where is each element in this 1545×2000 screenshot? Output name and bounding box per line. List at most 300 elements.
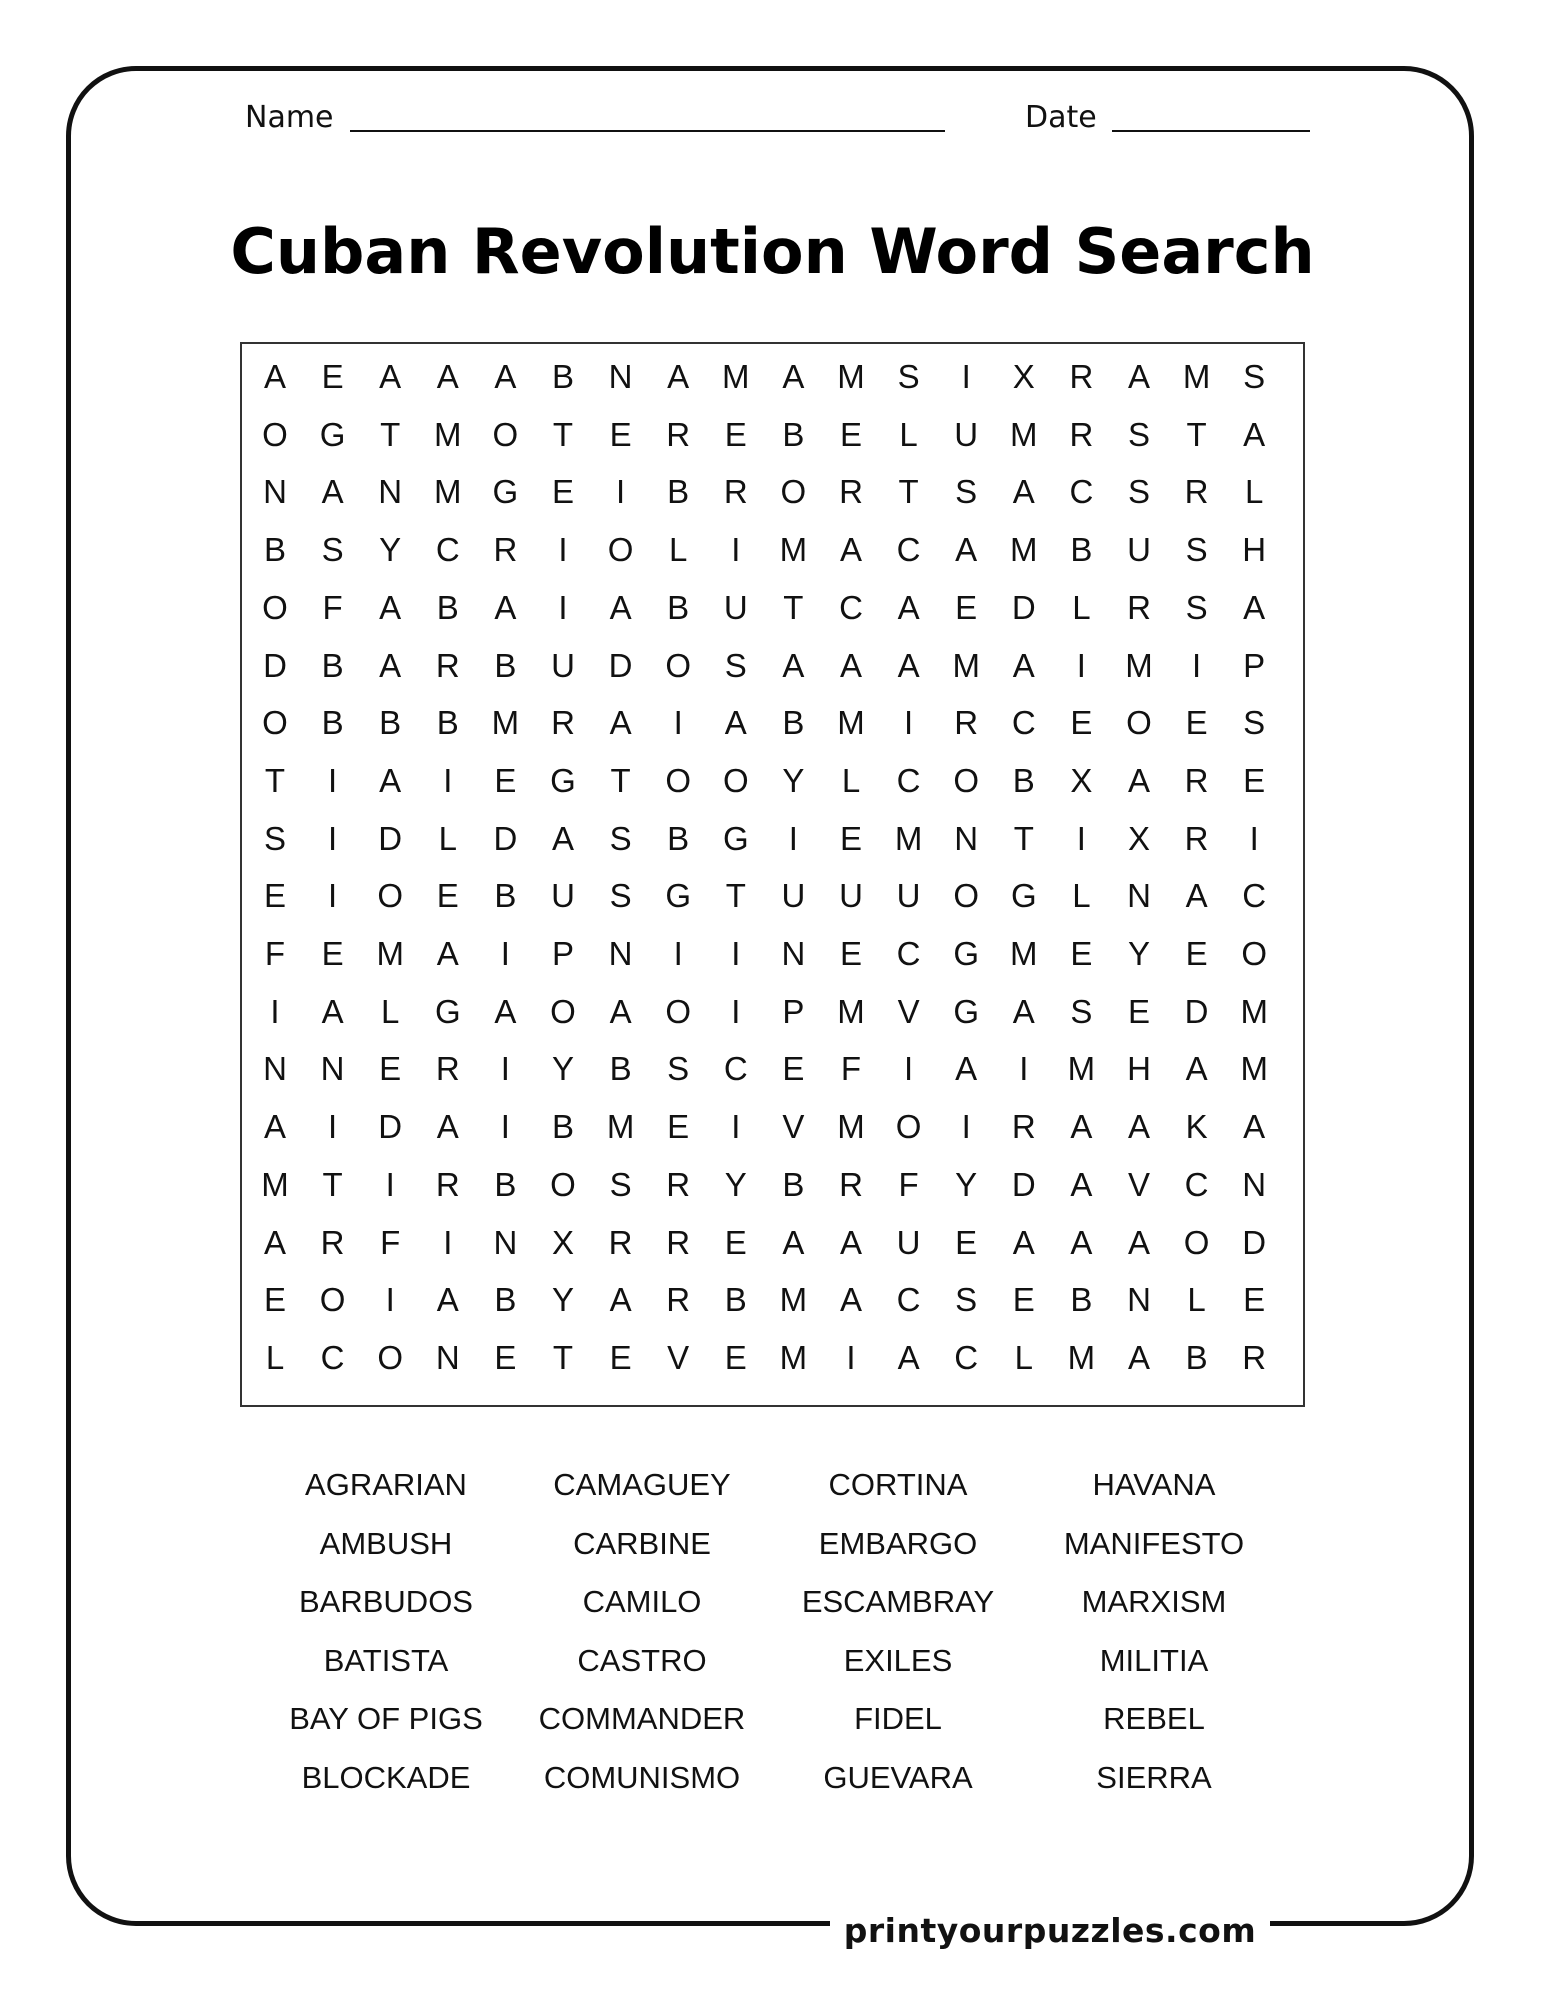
grid-letter[interactable]: B bbox=[667, 473, 690, 511]
grid-letter[interactable]: F bbox=[898, 1165, 919, 1203]
grid-letter[interactable]: M bbox=[1240, 992, 1268, 1030]
grid-letter[interactable]: N bbox=[608, 358, 633, 395]
grid-letter[interactable]: B bbox=[609, 1050, 632, 1088]
grid-letter[interactable]: B bbox=[321, 704, 344, 742]
grid-letter[interactable]: I bbox=[558, 531, 568, 569]
grid-letter[interactable]: A bbox=[263, 1108, 286, 1146]
grid-letter[interactable]: R bbox=[493, 531, 518, 569]
grid-letter[interactable]: O bbox=[665, 761, 692, 799]
grid-letter[interactable]: F bbox=[322, 588, 343, 626]
grid-letter[interactable]: G bbox=[722, 819, 749, 857]
grid-letter[interactable]: I bbox=[385, 1165, 395, 1203]
grid-letter[interactable]: C bbox=[723, 1050, 748, 1088]
grid-letter[interactable]: A bbox=[782, 646, 805, 684]
grid-letter[interactable]: I bbox=[1249, 819, 1259, 857]
grid-letter[interactable]: I bbox=[328, 819, 338, 857]
grid-letter[interactable]: A bbox=[1070, 1223, 1093, 1261]
grid-letter[interactable]: C bbox=[954, 1338, 979, 1376]
grid-letter[interactable]: O bbox=[492, 415, 519, 453]
grid-letter[interactable]: R bbox=[1242, 1338, 1267, 1376]
grid-letter[interactable]: A bbox=[1012, 473, 1035, 511]
grid-letter[interactable]: R bbox=[551, 704, 575, 742]
grid-letter[interactable]: A bbox=[551, 819, 574, 857]
grid-letter[interactable]: M bbox=[376, 935, 404, 972]
grid-letter[interactable]: S bbox=[609, 819, 632, 857]
grid-letter[interactable]: O bbox=[1126, 704, 1152, 742]
grid-letter[interactable]: S bbox=[609, 877, 632, 915]
grid-letter[interactable]: A bbox=[897, 588, 920, 626]
grid-letter[interactable]: N bbox=[263, 473, 287, 511]
grid-letter[interactable]: C bbox=[896, 531, 921, 569]
grid-letter[interactable]: I bbox=[961, 358, 971, 395]
grid-letter[interactable]: P bbox=[782, 992, 805, 1030]
grid-letter[interactable]: D bbox=[378, 819, 403, 857]
grid-letter[interactable]: G bbox=[953, 992, 980, 1030]
grid-letter[interactable]: A bbox=[1243, 415, 1266, 453]
grid-letter[interactable]: E bbox=[955, 588, 978, 626]
grid-letter[interactable]: A bbox=[609, 588, 632, 626]
grid-letter[interactable]: F bbox=[380, 1223, 401, 1261]
grid-letter[interactable]: E bbox=[263, 877, 286, 915]
grid-letter[interactable]: U bbox=[954, 415, 979, 453]
grid-letter[interactable]: X bbox=[1012, 358, 1035, 395]
grid-letter[interactable]: A bbox=[1243, 588, 1266, 626]
grid-letter[interactable]: A bbox=[494, 588, 517, 626]
grid-letter[interactable]: I bbox=[558, 588, 568, 626]
grid-letter[interactable]: O bbox=[262, 588, 288, 626]
grid-letter[interactable]: M bbox=[779, 1338, 808, 1376]
grid-letter[interactable]: E bbox=[955, 1223, 978, 1261]
grid-letter[interactable]: I bbox=[443, 1223, 453, 1261]
grid-letter[interactable]: E bbox=[724, 1223, 747, 1261]
grid-letter[interactable]: D bbox=[1011, 1165, 1036, 1203]
grid-letter[interactable]: I bbox=[1076, 646, 1086, 684]
grid-letter[interactable]: A bbox=[1012, 646, 1035, 684]
grid-letter[interactable]: B bbox=[667, 819, 690, 857]
grid-letter[interactable]: A bbox=[667, 358, 690, 395]
grid-letter[interactable]: G bbox=[434, 992, 461, 1030]
grid-letter[interactable]: M bbox=[1010, 935, 1038, 972]
grid-letter[interactable]: M bbox=[606, 1108, 635, 1146]
grid-letter[interactable]: E bbox=[1243, 761, 1266, 799]
grid-letter[interactable]: B bbox=[321, 646, 344, 684]
grid-letter[interactable]: R bbox=[608, 1223, 633, 1261]
grid-letter[interactable]: C bbox=[896, 935, 921, 972]
grid-letter[interactable]: T bbox=[898, 473, 919, 511]
grid-letter[interactable]: N bbox=[435, 1338, 460, 1376]
grid-letter[interactable]: M bbox=[779, 1281, 808, 1319]
grid-letter[interactable]: A bbox=[1012, 1223, 1035, 1261]
grid-letter[interactable]: U bbox=[551, 877, 575, 915]
grid-letter[interactable]: O bbox=[953, 877, 980, 915]
grid-letter[interactable]: I bbox=[731, 531, 741, 569]
grid-letter[interactable]: R bbox=[1184, 473, 1209, 511]
grid-letter[interactable]: T bbox=[380, 415, 401, 453]
grid-letter[interactable]: Y bbox=[551, 1050, 574, 1088]
grid-letter[interactable]: E bbox=[1012, 1281, 1035, 1319]
grid-letter[interactable]: A bbox=[839, 1281, 862, 1319]
grid-letter[interactable]: S bbox=[321, 531, 344, 569]
grid-letter[interactable]: A bbox=[263, 358, 286, 395]
grid-letter[interactable]: G bbox=[550, 761, 576, 799]
grid-letter[interactable]: B bbox=[551, 358, 574, 395]
grid-letter[interactable]: A bbox=[1127, 358, 1150, 395]
grid-letter[interactable]: R bbox=[666, 1165, 691, 1203]
grid-letter[interactable]: S bbox=[667, 1050, 690, 1088]
grid-letter[interactable]: N bbox=[378, 473, 403, 511]
date-line[interactable] bbox=[1112, 130, 1310, 132]
grid-letter[interactable]: I bbox=[443, 761, 453, 799]
grid-letter[interactable]: A bbox=[839, 646, 862, 684]
grid-letter[interactable]: O bbox=[780, 473, 807, 511]
grid-letter[interactable]: V bbox=[667, 1338, 690, 1376]
grid-letter[interactable]: E bbox=[1070, 704, 1093, 742]
grid-letter[interactable]: I bbox=[500, 1108, 510, 1146]
grid-letter[interactable]: I bbox=[731, 935, 741, 972]
grid-letter[interactable]: O bbox=[665, 992, 692, 1030]
grid-letter[interactable]: O bbox=[665, 646, 692, 684]
grid-letter[interactable]: O bbox=[953, 761, 980, 799]
grid-letter[interactable]: A bbox=[436, 1108, 459, 1146]
grid-letter[interactable]: B bbox=[379, 704, 402, 742]
grid-letter[interactable]: B bbox=[1012, 761, 1035, 799]
grid-letter[interactable]: B bbox=[667, 588, 690, 626]
grid-letter[interactable]: A bbox=[1012, 992, 1035, 1030]
grid-letter[interactable]: L bbox=[1187, 1281, 1206, 1319]
grid-letter[interactable]: N bbox=[1127, 1281, 1151, 1319]
grid-letter[interactable]: E bbox=[782, 1050, 805, 1088]
grid-letter[interactable]: I bbox=[328, 877, 338, 915]
grid-letter[interactable]: D bbox=[1184, 992, 1209, 1030]
grid-letter[interactable]: R bbox=[1184, 761, 1209, 799]
grid-letter[interactable]: S bbox=[897, 358, 920, 395]
grid-letter[interactable]: V bbox=[1127, 1165, 1150, 1203]
grid-letter[interactable]: D bbox=[1242, 1223, 1267, 1261]
grid-letter[interactable]: G bbox=[665, 877, 692, 915]
grid-letter[interactable]: T bbox=[264, 761, 286, 799]
grid-letter[interactable]: O bbox=[550, 992, 576, 1030]
grid-letter[interactable]: I bbox=[731, 992, 741, 1030]
grid-letter[interactable]: C bbox=[896, 1281, 921, 1319]
grid-letter[interactable]: U bbox=[896, 877, 921, 915]
grid-letter[interactable]: M bbox=[261, 1165, 289, 1203]
grid-letter[interactable]: A bbox=[782, 358, 805, 395]
grid-letter[interactable]: M bbox=[779, 531, 808, 569]
grid-letter[interactable]: B bbox=[436, 704, 459, 742]
grid-letter[interactable]: O bbox=[262, 704, 288, 742]
grid-letter[interactable]: L bbox=[669, 531, 688, 569]
grid-letter[interactable]: B bbox=[1185, 1338, 1208, 1376]
grid-letter[interactable]: I bbox=[500, 935, 510, 972]
grid-letter[interactable]: L bbox=[265, 1338, 285, 1376]
grid-letter[interactable]: R bbox=[435, 646, 460, 684]
grid-letter[interactable]: Y bbox=[724, 1165, 747, 1203]
grid-letter[interactable]: E bbox=[263, 1281, 286, 1319]
grid-letter[interactable]: N bbox=[781, 935, 806, 972]
grid-letter[interactable]: R bbox=[954, 704, 979, 742]
grid-letter[interactable]: R bbox=[839, 473, 863, 511]
grid-letter[interactable]: D bbox=[378, 1108, 403, 1146]
grid-letter[interactable]: I bbox=[788, 819, 798, 857]
grid-letter[interactable]: L bbox=[899, 415, 918, 453]
grid-letter[interactable]: A bbox=[1185, 877, 1208, 915]
grid-letter[interactable]: S bbox=[1243, 704, 1266, 742]
grid-letter[interactable]: U bbox=[781, 877, 806, 915]
grid-letter[interactable]: L bbox=[1072, 588, 1091, 626]
grid-letter[interactable]: O bbox=[262, 415, 288, 453]
grid-letter[interactable]: A bbox=[494, 358, 517, 395]
grid-letter[interactable]: G bbox=[492, 473, 519, 511]
grid-letter[interactable]: A bbox=[724, 704, 747, 742]
grid-letter[interactable]: M bbox=[1010, 531, 1038, 569]
grid-letter[interactable]: A bbox=[263, 1223, 286, 1261]
grid-letter[interactable]: M bbox=[1067, 1338, 1096, 1376]
grid-letter[interactable]: B bbox=[1070, 531, 1093, 569]
grid-letter[interactable]: S bbox=[1070, 992, 1093, 1030]
grid-letter[interactable]: H bbox=[1242, 531, 1267, 569]
grid-letter[interactable]: A bbox=[379, 761, 402, 799]
grid-letter[interactable]: O bbox=[1241, 935, 1268, 972]
grid-letter[interactable]: R bbox=[435, 1050, 460, 1088]
grid-letter[interactable]: L bbox=[841, 761, 861, 799]
grid-letter[interactable]: L bbox=[1072, 877, 1091, 915]
grid-letter[interactable]: B bbox=[782, 704, 805, 742]
grid-letter[interactable]: I bbox=[616, 473, 626, 511]
grid-letter[interactable]: B bbox=[494, 646, 517, 684]
grid-letter[interactable]: A bbox=[494, 992, 517, 1030]
grid-letter[interactable]: L bbox=[381, 992, 400, 1030]
grid-letter[interactable]: L bbox=[438, 819, 457, 857]
grid-letter[interactable]: S bbox=[1185, 588, 1208, 626]
grid-letter[interactable]: S bbox=[955, 473, 978, 511]
grid-letter[interactable]: R bbox=[1069, 358, 1094, 395]
grid-letter[interactable]: O bbox=[895, 1108, 922, 1146]
grid-letter[interactable]: Y bbox=[782, 761, 805, 799]
grid-letter[interactable]: F bbox=[840, 1050, 862, 1088]
grid-letter[interactable]: M bbox=[894, 819, 923, 857]
grid-letter[interactable]: S bbox=[263, 819, 286, 857]
grid-letter[interactable]: A bbox=[897, 646, 920, 684]
grid-letter[interactable]: S bbox=[1243, 358, 1266, 395]
grid-letter[interactable]: A bbox=[839, 531, 862, 569]
grid-letter[interactable]: T bbox=[552, 415, 574, 453]
grid-letter[interactable]: M bbox=[837, 358, 865, 395]
grid-letter[interactable]: O bbox=[377, 1338, 404, 1376]
grid-letter[interactable]: B bbox=[494, 1281, 517, 1319]
grid-letter[interactable]: C bbox=[1069, 473, 1094, 511]
grid-letter[interactable]: A bbox=[1127, 1108, 1150, 1146]
grid-letter[interactable]: B bbox=[436, 588, 459, 626]
grid-letter[interactable]: I bbox=[1019, 1050, 1029, 1088]
grid-letter[interactable]: Y bbox=[551, 1281, 574, 1319]
grid-letter[interactable]: B bbox=[1070, 1281, 1093, 1319]
grid-letter[interactable]: R bbox=[666, 1223, 691, 1261]
grid-letter[interactable]: S bbox=[955, 1281, 978, 1319]
grid-letter[interactable]: F bbox=[264, 935, 286, 972]
grid-letter[interactable]: A bbox=[609, 704, 632, 742]
grid-letter[interactable]: H bbox=[1127, 1050, 1151, 1088]
grid-letter[interactable]: A bbox=[897, 1338, 920, 1376]
grid-letter[interactable]: A bbox=[955, 1050, 978, 1088]
grid-letter[interactable]: I bbox=[846, 1338, 856, 1376]
grid-letter[interactable]: O bbox=[377, 877, 404, 915]
name-line[interactable] bbox=[350, 130, 945, 132]
grid-letter[interactable]: G bbox=[953, 935, 980, 972]
grid-letter[interactable]: C bbox=[1184, 1165, 1209, 1203]
grid-letter[interactable]: E bbox=[839, 935, 862, 972]
grid-letter[interactable]: L bbox=[1014, 1338, 1033, 1376]
grid-letter[interactable]: A bbox=[379, 358, 402, 395]
grid-letter[interactable]: N bbox=[1242, 1165, 1267, 1203]
grid-letter[interactable]: R bbox=[1011, 1108, 1036, 1146]
grid-letter[interactable]: B bbox=[263, 531, 286, 569]
grid-letter[interactable]: E bbox=[724, 415, 747, 453]
grid-letter[interactable]: A bbox=[609, 992, 632, 1030]
grid-letter[interactable]: E bbox=[494, 761, 517, 799]
grid-letter[interactable]: U bbox=[723, 588, 748, 626]
grid-letter[interactable]: S bbox=[1127, 415, 1150, 453]
grid-letter[interactable]: M bbox=[952, 646, 980, 684]
grid-letter[interactable]: N bbox=[320, 1050, 345, 1088]
grid-letter[interactable]: E bbox=[839, 415, 862, 453]
grid-letter[interactable]: O bbox=[722, 761, 749, 799]
grid-letter[interactable]: R bbox=[839, 1165, 863, 1203]
grid-letter[interactable]: R bbox=[320, 1223, 345, 1261]
grid-letter[interactable]: V bbox=[897, 992, 920, 1030]
grid-letter[interactable]: N bbox=[954, 819, 979, 857]
grid-letter[interactable]: I bbox=[904, 704, 914, 742]
grid-letter[interactable]: A bbox=[1185, 1050, 1208, 1088]
grid-letter[interactable]: A bbox=[1127, 761, 1150, 799]
grid-letter[interactable]: R bbox=[666, 1281, 691, 1319]
grid-letter[interactable]: A bbox=[1070, 1108, 1093, 1146]
grid-letter[interactable]: E bbox=[1127, 992, 1150, 1030]
grid-letter[interactable]: S bbox=[1127, 473, 1150, 511]
grid-letter[interactable]: M bbox=[1067, 1050, 1096, 1088]
grid-letter[interactable]: R bbox=[723, 473, 748, 511]
grid-letter[interactable]: Y bbox=[955, 1165, 978, 1203]
grid-letter[interactable]: C bbox=[435, 531, 460, 569]
grid-letter[interactable]: A bbox=[839, 1223, 862, 1261]
grid-letter[interactable]: R bbox=[666, 415, 691, 453]
grid-letter[interactable]: D bbox=[1011, 588, 1036, 626]
grid-letter[interactable]: O bbox=[607, 531, 634, 569]
grid-letter[interactable]: S bbox=[1185, 531, 1208, 569]
grid-letter[interactable]: M bbox=[1010, 415, 1038, 453]
grid-letter[interactable]: E bbox=[321, 358, 344, 395]
grid-letter[interactable]: N bbox=[608, 935, 633, 972]
grid-letter[interactable]: R bbox=[1069, 415, 1094, 453]
grid-letter[interactable]: B bbox=[551, 1108, 574, 1146]
grid-letter[interactable]: I bbox=[1076, 819, 1086, 857]
grid-letter[interactable]: T bbox=[610, 761, 631, 799]
grid-letter[interactable]: X bbox=[1070, 761, 1093, 799]
grid-letter[interactable]: C bbox=[839, 588, 863, 626]
grid-letter[interactable]: M bbox=[434, 473, 462, 511]
grid-letter[interactable]: E bbox=[1243, 1281, 1266, 1319]
grid-letter[interactable]: A bbox=[609, 1281, 632, 1319]
grid-letter[interactable]: V bbox=[782, 1108, 805, 1146]
grid-letter[interactable]: N bbox=[1127, 877, 1151, 915]
grid-letter[interactable]: M bbox=[1240, 1050, 1268, 1088]
grid-letter[interactable]: G bbox=[319, 415, 346, 453]
grid-letter[interactable]: A bbox=[782, 1223, 805, 1261]
grid-letter[interactable]: U bbox=[551, 646, 575, 684]
grid-letter[interactable]: Y bbox=[379, 531, 402, 569]
grid-letter[interactable]: T bbox=[725, 877, 746, 915]
grid-letter[interactable]: I bbox=[328, 1108, 338, 1146]
grid-letter[interactable]: I bbox=[673, 704, 683, 742]
grid-letter[interactable]: C bbox=[1242, 877, 1267, 915]
grid-letter[interactable]: N bbox=[493, 1223, 518, 1261]
grid-letter[interactable]: C bbox=[320, 1338, 345, 1376]
grid-letter[interactable]: A bbox=[1127, 1223, 1150, 1261]
grid-letter[interactable]: I bbox=[500, 1050, 510, 1088]
grid-letter[interactable]: R bbox=[1184, 819, 1209, 857]
grid-letter[interactable]: M bbox=[434, 415, 462, 453]
grid-letter[interactable]: E bbox=[609, 415, 632, 453]
grid-letter[interactable]: I bbox=[1192, 646, 1202, 684]
grid-letter[interactable]: A bbox=[379, 646, 402, 684]
grid-letter[interactable]: A bbox=[436, 935, 459, 972]
grid-letter[interactable]: A bbox=[955, 531, 978, 569]
grid-letter[interactable]: M bbox=[491, 704, 520, 742]
grid-letter[interactable]: P bbox=[551, 935, 574, 972]
grid-letter[interactable]: A bbox=[321, 473, 344, 511]
grid-letter[interactable]: A bbox=[1127, 1338, 1150, 1376]
grid-letter[interactable]: B bbox=[782, 415, 805, 453]
grid-letter[interactable]: E bbox=[724, 1338, 747, 1376]
grid-letter[interactable]: A bbox=[1243, 1108, 1266, 1146]
grid-letter[interactable]: S bbox=[609, 1165, 632, 1203]
grid-letter[interactable]: D bbox=[263, 646, 287, 684]
grid-letter[interactable]: B bbox=[782, 1165, 805, 1203]
grid-letter[interactable]: A bbox=[379, 588, 402, 626]
grid-letter[interactable]: A bbox=[321, 992, 344, 1030]
grid-letter[interactable]: T bbox=[552, 1338, 574, 1376]
grid-letter[interactable]: O bbox=[550, 1165, 576, 1203]
grid-letter[interactable]: U bbox=[896, 1223, 921, 1261]
grid-letter[interactable]: E bbox=[1185, 704, 1208, 742]
grid-letter[interactable]: E bbox=[1185, 935, 1208, 972]
grid-letter[interactable]: B bbox=[724, 1281, 747, 1319]
grid-letter[interactable]: E bbox=[667, 1108, 690, 1146]
grid-letter[interactable]: A bbox=[436, 358, 459, 395]
grid-letter[interactable]: B bbox=[494, 877, 517, 915]
grid-letter[interactable]: P bbox=[1243, 646, 1266, 684]
grid-letter[interactable]: I bbox=[961, 1108, 971, 1146]
grid-letter[interactable]: I bbox=[904, 1050, 914, 1088]
grid-letter[interactable]: E bbox=[379, 1050, 402, 1088]
grid-letter[interactable]: S bbox=[724, 646, 747, 684]
grid-letter[interactable]: C bbox=[1011, 704, 1036, 742]
grid-letter[interactable]: B bbox=[494, 1165, 517, 1203]
grid-letter[interactable]: M bbox=[837, 1108, 865, 1146]
grid-letter[interactable]: E bbox=[436, 877, 459, 915]
grid-letter[interactable]: E bbox=[839, 819, 862, 857]
grid-letter[interactable]: O bbox=[1183, 1223, 1210, 1261]
grid-letter[interactable]: E bbox=[494, 1338, 517, 1376]
grid-letter[interactable]: D bbox=[608, 646, 633, 684]
grid-letter[interactable]: U bbox=[1127, 531, 1151, 569]
grid-letter[interactable]: K bbox=[1185, 1108, 1208, 1146]
grid-letter[interactable]: M bbox=[722, 358, 750, 395]
grid-letter[interactable]: U bbox=[839, 877, 863, 915]
grid-letter[interactable]: A bbox=[1070, 1165, 1093, 1203]
grid-letter[interactable]: O bbox=[319, 1281, 346, 1319]
grid-letter[interactable]: E bbox=[321, 935, 344, 972]
grid-letter[interactable]: R bbox=[1127, 588, 1151, 626]
